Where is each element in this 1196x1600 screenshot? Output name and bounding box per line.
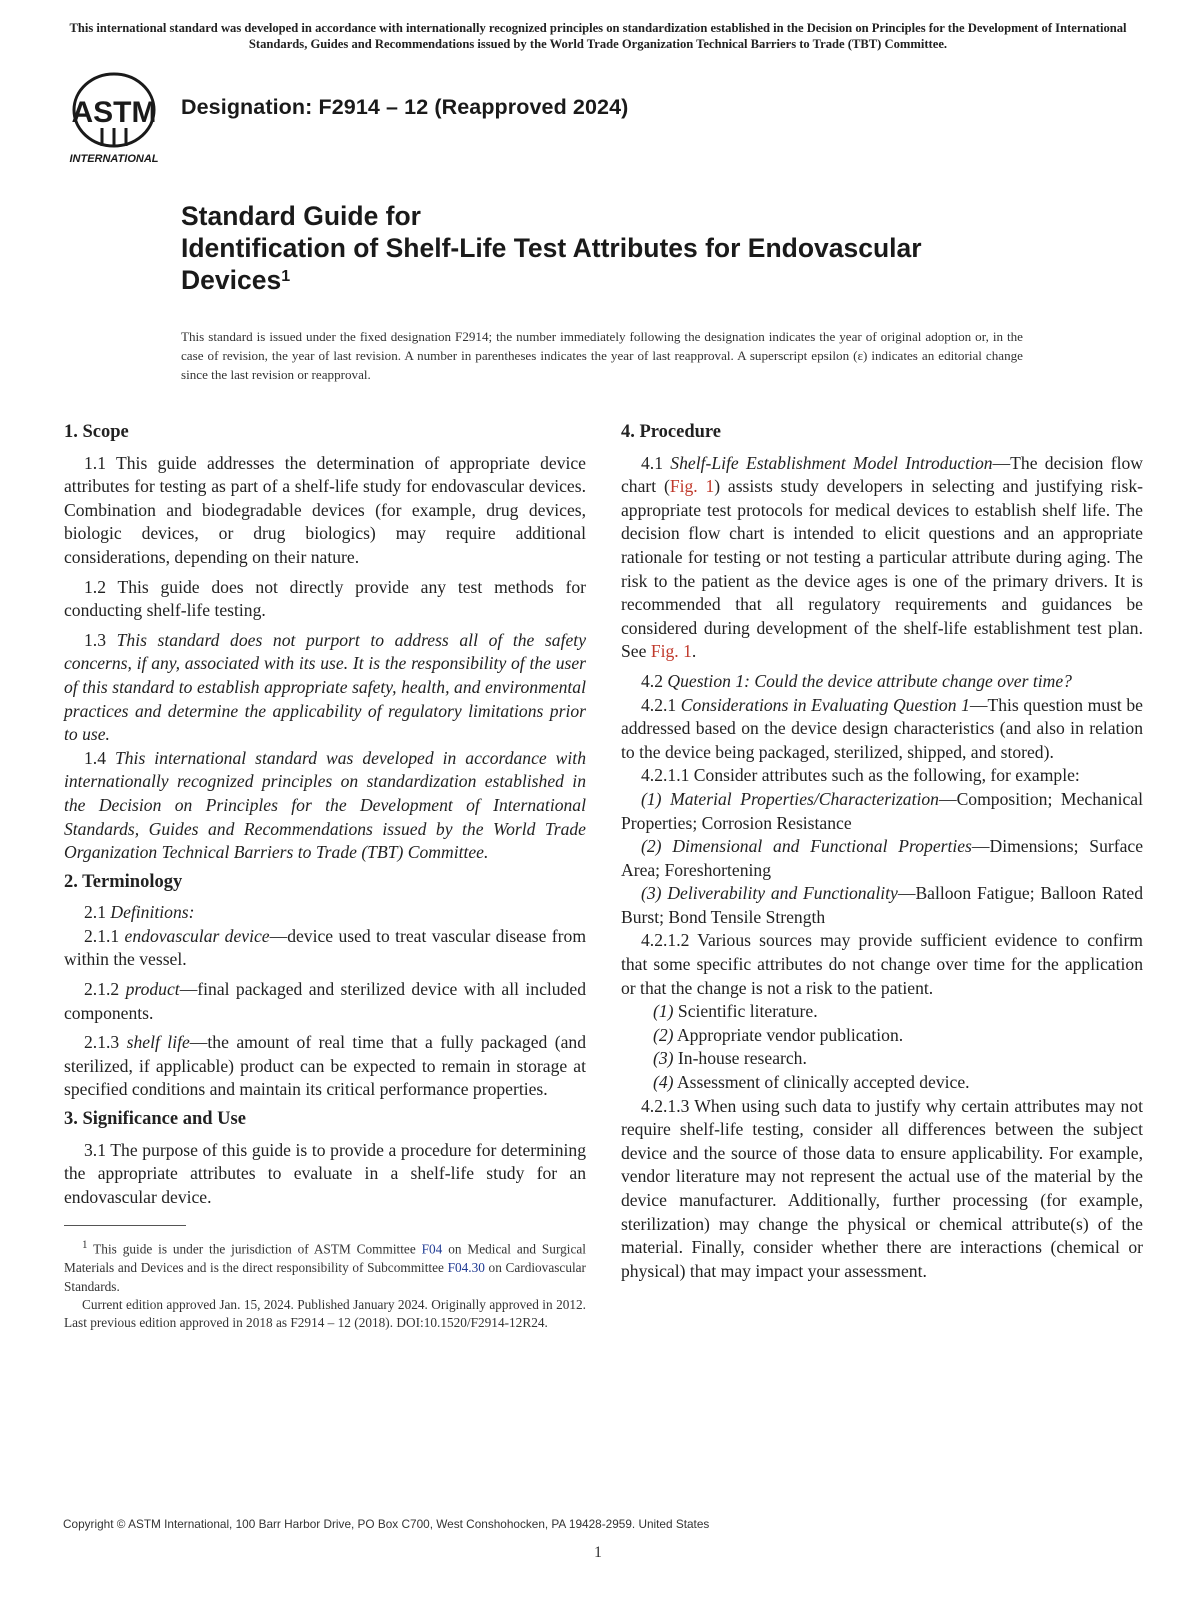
wto-banner: This international standard was developed in accordance with internationally recognized principles on standardization established in the Decision on Principles for the Development of International Standards, Guides and Recommendations issued by the World Trade Organization Technical Barriers to Trade (TBT) Committee.: [69, 21, 1127, 51]
para-4-2-1-number: 4.2.1: [641, 694, 681, 715]
attribute-item-1: [621, 788, 1143, 835]
para-2-1: [64, 901, 586, 925]
attribute-item-2-label: (2) Dimensional and Functional Properties: [641, 836, 972, 857]
right-column: [621, 421, 1143, 1289]
para-1-3: [64, 629, 586, 747]
para-4-2: [621, 670, 1143, 694]
attribute-item-3: [621, 882, 1143, 929]
page-number: 1: [594, 1544, 602, 1561]
para-4-1-text-b: ) assists study developers in selecting and justifying risk-appropriate test protocols for medical devices to establish shelf life. The decision flow chart is intended to elicit questions and an appropriate rationale for testing or not testing a particular attribute during aging. The risk to the patient as the device ages is one of the primary drivers. It is recommended that all regulatory requirements and guidances be considered during development of the shelf-life establishment test plan. See: [621, 476, 1143, 662]
section-2-heading: 2. Terminology: [64, 871, 183, 892]
source-list-item-num: (3): [653, 1048, 674, 1069]
logo-text: ASTM: [71, 96, 157, 129]
footnote-1-text-a: This guide is under the jurisdiction of ASTM Committee: [87, 1241, 422, 1257]
title-line-1: Standard Guide for: [181, 201, 421, 231]
para-4-2-question: Question 1: Could the device attribute change over time?: [667, 670, 1072, 691]
para-4-1-text-c: .: [691, 641, 697, 662]
source-list-item: [621, 1000, 1143, 1024]
para-2-1-3-number: 2.1.3: [84, 1032, 127, 1053]
term-shelf-life: shelf life: [126, 1032, 190, 1053]
para-1-1: 1.1 This guide addresses the determination of appropriate device attributes for testing as part of a shelf-life study for endovascular devices. Combination and biodegradable devices (for example, drug devices, biologic devices, or drug biologics) may require additional considerations, depending on their nature.: [64, 452, 586, 567]
footnote-1: [64, 1236, 586, 1296]
source-list-item-text: Appropriate vendor publication.: [673, 1024, 904, 1045]
para-4-2-1-text: —This question must be addressed based on the device design characteristics (and also in relation to the device being packaged, sterilized, shipped, and stored).: [621, 694, 1143, 762]
term-endovascular-device: endovascular device: [124, 925, 270, 946]
footnote-1-text-b: on Medical and Surgical Materials and Devices and is the direct responsibility of Subcommittee: [64, 1241, 586, 1276]
source-list-item-num: (2): [653, 1024, 674, 1045]
source-list-item-num: (4): [653, 1072, 674, 1093]
footnote-2: Current edition approved Jan. 15, 2024. Published January 2024. Originally approved in 2012. Last previous edition approved in 2018 as F2914 – 12 (2018). DOI:10.1520/F2914-12R24.: [64, 1297, 586, 1331]
para-2-1-2-number: 2.1.2: [84, 979, 126, 1000]
para-1-4-number: 1.4: [84, 747, 115, 768]
para-1-4: [64, 747, 586, 865]
para-1-2: 1.2 This guide does not directly provide any test methods for conducting shelf-life testing.: [64, 576, 586, 621]
definition-product: —final packaged and sterilized device with all included components.: [64, 979, 586, 1023]
para-1-4-text: This international standard was developed in accordance with internationally recognized principles on standardization established in the Decision on Principles for the Development of International Standards, Guides and Recommendations issued by the World Trade Organization Technical Barriers to Trade (TBT) Committee.: [64, 747, 586, 863]
para-4-1: [621, 452, 1143, 664]
para-4-2-1-title: Considerations in Evaluating Question 1: [680, 694, 970, 715]
source-list-item: [621, 1071, 1143, 1095]
para-4-2-1: [621, 694, 1143, 765]
para-2-1-2: [64, 978, 586, 1025]
para-4-2-number: 4.2: [641, 670, 668, 691]
attribute-item-3-text: —Balloon Fatigue; Balloon Rated Burst; Bond Tensile Strength: [621, 883, 1143, 927]
footnote-rule: [64, 1225, 186, 1226]
attribute-item-1-text: —Composition; Mechanical Properties; Corrosion Resistance: [621, 788, 1143, 833]
definition-endovascular-device: —device used to treat vascular disease from within the vessel.: [64, 925, 587, 970]
attribute-item-2: [621, 835, 1143, 882]
para-4-2-1-1: 4.2.1.1 Consider attributes such as the following, for example:: [641, 765, 1080, 786]
document-title: [181, 200, 1041, 296]
title-footnote-mark: 1: [281, 268, 291, 285]
para-1-3-text: This standard does not purport to address all of the safety concerns, if any, associated with its use. It is the responsibility of the user of this standard to establish appropriate safety, health, and environmental practices and determine the applicability of regulatory limitations prior to use.: [64, 629, 587, 745]
para-3-1: 3.1 The purpose of this guide is to provide a procedure for determining the appropriate attributes to evaluate in a shelf-life study for an endovascular device.: [64, 1139, 586, 1207]
section-4-heading: 4. Procedure: [621, 422, 722, 442]
attribute-item-2-text: —Dimensions; Surface Area; Foreshortening: [621, 836, 1144, 880]
para-2-1-text: Definitions:: [110, 902, 195, 923]
term-product: product: [125, 979, 180, 1000]
para-4-1-number: 4.1: [641, 452, 671, 473]
title-line-3: Devices: [181, 265, 282, 295]
footnote-1-text-c: on Cardiovascular Standards.: [64, 1260, 586, 1294]
source-list-item: [621, 1024, 1143, 1048]
para-2-1-1-number: 2.1.1: [84, 925, 125, 946]
designation: Designation: F2914 – 12 (Reapproved 2024): [181, 95, 629, 119]
copyright-notice: Copyright © ASTM International, 100 Barr Harbor Drive, PO Box C700, West Conshohocken, PA 19428-2959. United States: [63, 1517, 710, 1531]
para-4-1-title: Shelf-Life Establishment Model Introduction: [670, 452, 993, 473]
attribute-item-3-label: (3) Deliverability and Functionality: [641, 883, 898, 904]
section-3-heading: 3. Significance and Use: [64, 1109, 246, 1130]
source-list-item-text: Assessment of clinically accepted device.: [673, 1072, 970, 1093]
para-2-1-1: [64, 925, 586, 972]
title-line-2: Identification of Shelf-Life Test Attributes for Endovascular: [181, 233, 922, 263]
definition-shelf-life: —the amount of real time that a fully packaged (and sterilized, if applicable) product can be expected to remain in storage at specified conditions and maintain its critical performance properties.: [64, 1032, 587, 1100]
para-4-2-1-2: 4.2.1.2 Various sources may provide sufficient evidence to confirm that some specific attributes do not change over time for the application or that the change is not a risk to the patient.: [621, 930, 1143, 998]
para-2-1-number: 2.1: [84, 902, 111, 923]
section-1-heading: 1. Scope: [64, 422, 129, 442]
attribute-item-1-label: (1) Material Properties/Characterization: [641, 788, 939, 809]
source-list-item-num: (1): [653, 1001, 674, 1022]
fig-1-link[interactable]: Fig. 1: [669, 476, 715, 497]
logo-subtext: INTERNATIONAL: [69, 153, 159, 164]
fig-1-link-2[interactable]: Fig. 1: [650, 641, 692, 662]
link-f04-30[interactable]: F04.30: [447, 1260, 485, 1276]
para-1-3-number: 1.3: [84, 629, 117, 650]
source-list-item-text: Scientific literature.: [673, 1001, 818, 1022]
left-column: [64, 421, 586, 1333]
astm-logo: [62, 72, 172, 164]
source-list-item: [621, 1047, 1143, 1071]
footnote-1-mark: 1: [82, 1239, 88, 1252]
para-4-1-text-a: —The decision flow chart (: [621, 452, 1143, 497]
source-list-item-text: In-house research.: [673, 1048, 807, 1069]
para-2-1-3: [64, 1031, 586, 1102]
link-f04[interactable]: F04: [421, 1241, 443, 1257]
para-4-2-1-3: 4.2.1.3 When using such data to justify why certain attributes may not require shelf-life testing, consider all differences between the subject device and the source of those data to ensure applicability. For example, vendor literature may not represent the actual use of the material by the device manufacturer. Additionally, further processing (for example, sterilization) may change the physical or chemical attribute(s) of the material. Finally, consider whether there are interactions (chemical or physical) that may impact your assessment.: [621, 1095, 1143, 1281]
issue-note: This standard is issued under the fixed designation F2914; the number immediately following the designation indicates the year of original adoption or, in the case of revision, the year of last revision. A number in parentheses indicates the year of last reapproval. A superscript epsilon (ε) indicates an editorial change since the last revision or reapproval.: [181, 329, 1023, 382]
